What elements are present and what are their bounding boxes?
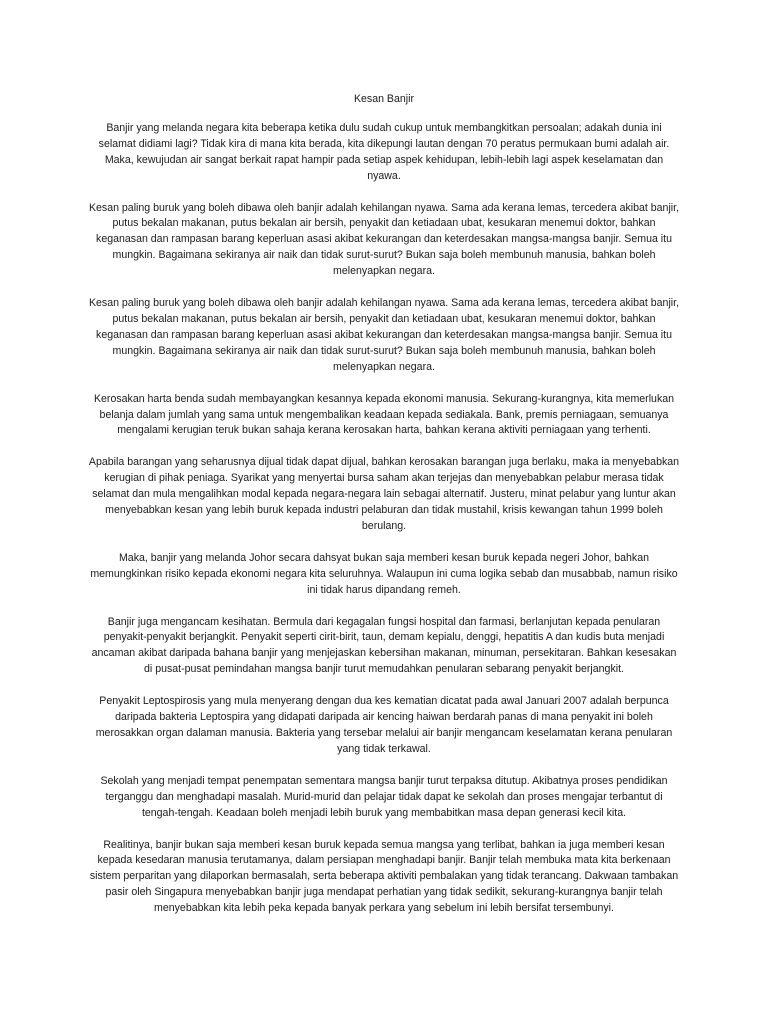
paragraph-1: Banjir yang melanda negara kita beberapa ketika dulu sudah cukup untuk membangkitkan persoalan; adakah dunia ini selamat didiami lagi? Tidak kira di mana kita berada, kita dikepungi lautan dengan 70 peratus permukaan bumi adalah air. Maka, kewujudan air sangat berkait rapat hampir pada setiap aspek kehidupan, lebih-lebih lagi aspek keselamatan dan nyawa. — [98, 121, 670, 182]
paragraph-9: Sekolah yang menjadi tempat penempatan sementara mangsa banjir turut terpaksa ditutup. Akibatnya proses pendidikan terganggu dan menghadapi masalah. Murid-murid dan pelajar tidak dapat ke sekolah dan proses mengajar terbantut di tengah-tengah. Keadaan boleh menjadi lebih buruk yang membabitkan masa depan generasi kecil kita. — [100, 774, 668, 819]
paragraph-5: Apabila barangan yang seharusnya dijual tidak dapat dijual, bahkan kerosakan barangan juga berlaku, maka ia menyebabkan kerugian di pihak peniaga. Syarikat yang menyertai bursa saham akan terjejas dan menyebabkan pelabur merasa tidak selamat dan mula mengalihkan modal kepada negara-negara lain sebagai alternatif. Justeru, minat pelabur yang luntur akan menyebabkan kesan yang lebih buruk kepada industri pelaburan dan tidak mustahil, krisis kewangan tahun 1999 boleh berulang. — [88, 456, 680, 532]
document-body — [88, 92, 680, 933]
paragraph-4: Kerosakan harta benda sudah membayangkan kesannya kepada ekonomi manusia. Sekurang-kurangnya, kita memerlukan belanja dalam jumlah yang sama untuk mengembalikan keadaan kepada sediakala. Bank, premis perniagaan, semuanya mengalami kerugian teruk bukan sahaja kerana kerosakan harta, bahkan kerana aktiviti perniagaan yang terhenti. — [93, 392, 675, 437]
paragraph-10: Realitinya, banjir bukan saja memberi kesan buruk kepada semua mangsa yang terlibat, bahkan ia juga memberi kesan kepada kesedaran manusia terutamanya, dalam persiapan menghadapi banjir. Banjir telah membuka mata kita berkenaan sistem perparitan yang dilaporkan bermasalah, serta beberapa aktiviti pembalakan yang tidak terancang. Dakwaan tambakan pasir oleh Singapura menyebabkan banjir juga mendapat perhatian yang tidak sedikit, sekurang-kurangnya banjir telah menyebabkan kita lebih peka kepada banyak perkara yang sebelum ini lebih bersifat tersembunyi. — [89, 838, 679, 915]
paragraph-7: Banjir juga mengancam kesihatan. Bermula dari kegagalan fungsi hospital dan farmasi, berlanjutan kepada penularan penyakit-penyakit berjangkit. Penyakit seperti cirit-birit, taun, demam kepialu, denggi, hepatitis A dan kudis buta menjadi ancaman akibat daripada bahana banjir yang menjejaskan kebersihan makanan, minuman, persekitaran. Bahkan kesesakan di pusat-pusat pemindahan mangsa banjir turut memudahkan penularan sebarang penyakit berjangkit. — [91, 615, 677, 676]
paragraph-6: Maka, banjir yang melanda Johor secara dahsyat bukan saja memberi kesan buruk kepada negeri Johor, bahkan memungkinkan risiko kepada ekonomi negara kita seluruhnya. Walaupun ini cuma logika sebab dan musabbab, namun risiko ini tidak harus dipandang remeh. — [90, 551, 678, 596]
paragraph-3: Kesan paling buruk yang boleh dibawa oleh banjir adalah kehilangan nyawa. Sama ada kerana lemas, tercedera akibat banjir, putus bekalan makanan, putus bekalan air bersih, penyakit dan ketiadaan ubat, kesukaran menemui doktor, bahkan keganasan dan rampasan barang keperluan asasi akibat kekurangan dan keterdesakan mangsa-mangsa banjir. Semua itu mungkin. Bagaimana sekiranya air naik dan tidak surut-surut? Bukan saja boleh membunuh manusia, bahkan boleh melenyapkan negara. — [88, 297, 680, 373]
paragraph-8: Penyakit Leptospirosis yang mula menyerang dengan dua kes kematian dicatat pada awal Januari 2007 adalah berpunca daripada bakteria Leptospira yang didapati daripada air kencing haiwan berdarah panas di mana penyakit ini boleh merosakkan organ dalaman manusia. Bakteria yang tersebar melalui air banjir mengancam keselamatan kerana penularan yang tidak terkawal. — [95, 695, 673, 755]
document-title: Kesan Banjir — [353, 93, 415, 105]
paragraph-2: Kesan paling buruk yang boleh dibawa oleh banjir adalah kehilangan nyawa. Sama ada kerana lemas, tercedera akibat banjir, putus bekalan makanan, putus bekalan air bersih, penyakit dan ketiadaan ubat, kesukaran menemui doktor, bahkan keganasan dan rampasan barang keperluan asasi akibat kekurangan dan keterdesakan mangsa-mangsa banjir. Semua itu mungkin. Bagaimana sekiranya air naik dan tidak surut-surut? Bukan saja boleh membunuh manusia, bahkan boleh melenyapkan negara. — [88, 201, 680, 278]
